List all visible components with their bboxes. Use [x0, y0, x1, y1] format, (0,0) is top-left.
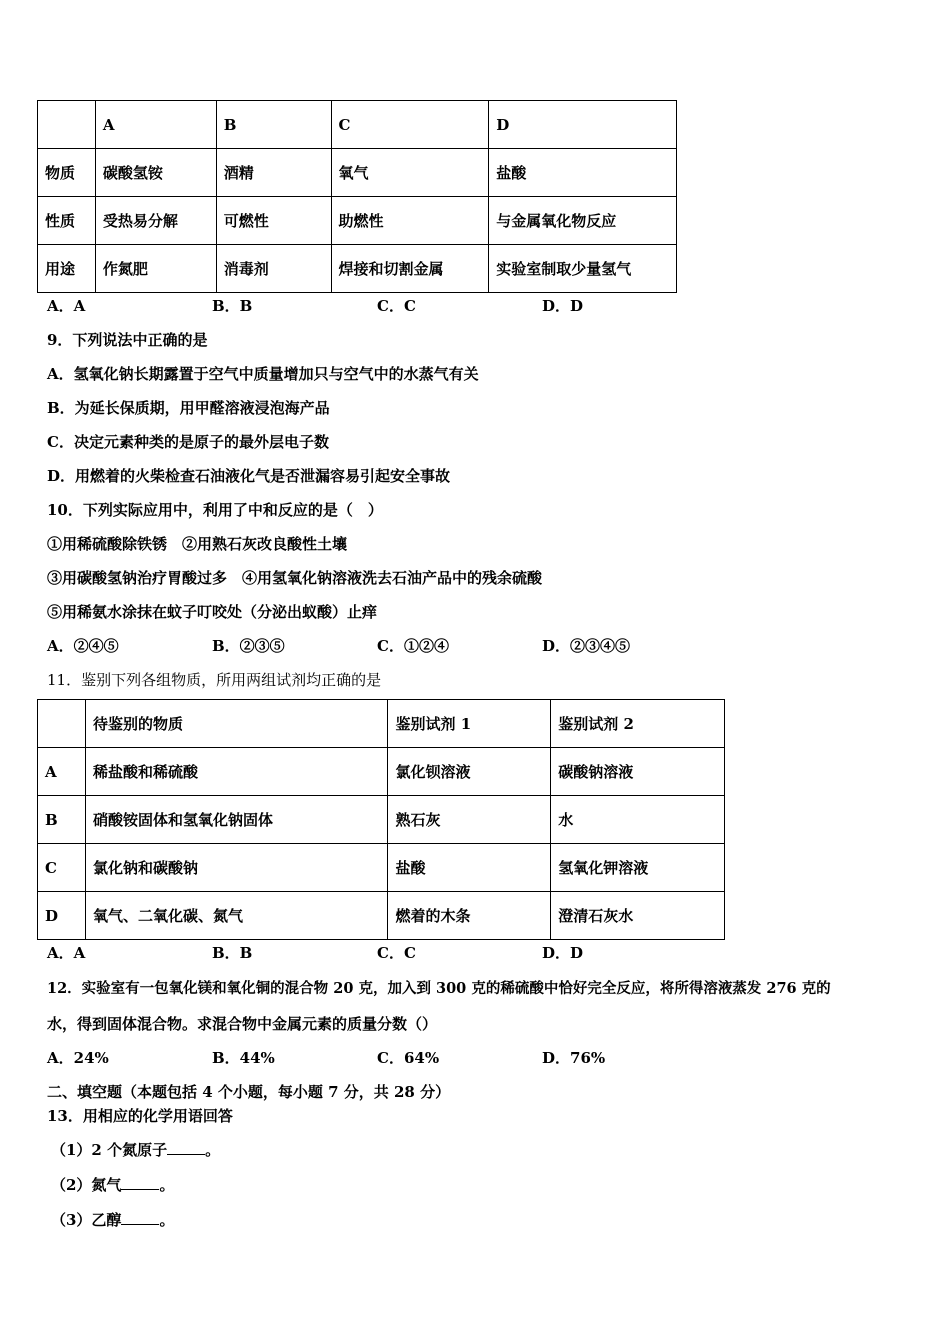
table-cell: 澄清石灰水 — [551, 892, 725, 940]
q8-option-b[interactable]: B．B — [212, 297, 253, 315]
table-row — [38, 892, 725, 940]
section-title: 二、填空题（本题包括 4 个小题，每小题 7 分，共 28 分） — [47, 1083, 451, 1101]
table-cell: 物质 — [38, 149, 96, 197]
answer-blank[interactable] — [167, 1142, 205, 1155]
q11-option-c[interactable]: C．C — [377, 944, 416, 962]
q9-choice-a[interactable]: A．氢氧化钠长期露置于空气中质量增加只与空气中的水蒸气有关 — [47, 365, 479, 383]
table-cell: D — [489, 101, 677, 149]
table-row — [38, 245, 677, 293]
table-cell: 氯化钠和碳酸钠 — [85, 844, 388, 892]
table-cell: 性质 — [38, 197, 96, 245]
table-cell: 鉴别试剂 2 — [551, 700, 725, 748]
table-cell: 碳酸氢铵 — [95, 149, 216, 197]
q11-stem: 11．鉴别下列各组物质，所用两组试剂均正确的是 — [47, 671, 382, 689]
q12-option-a[interactable]: A．24% — [47, 1049, 109, 1067]
table-cell: 作氮肥 — [95, 245, 216, 293]
q13-item-end: 。 — [159, 1211, 175, 1229]
table-cell: 消毒剂 — [216, 245, 331, 293]
answer-blank[interactable] — [121, 1212, 159, 1225]
q8-option-a[interactable]: A．A — [47, 297, 86, 315]
answer-blank[interactable] — [121, 1177, 159, 1190]
q8-option-c[interactable]: C．C — [377, 297, 416, 315]
q10-stem: 10．下列实际应用中，利用了中和反应的是（ ） — [47, 501, 383, 519]
table-cell: C — [38, 844, 86, 892]
q12-stem-line2: 水，得到固体混合物。求混合物中金属元素的质量分数（） — [47, 1015, 438, 1033]
q13-item-end: 。 — [205, 1141, 221, 1159]
table-cell: 熟石灰 — [388, 796, 551, 844]
q8-table — [37, 100, 677, 293]
q10-option-b[interactable]: B．②③⑤ — [212, 637, 285, 655]
table-cell: A — [38, 748, 86, 796]
q12-option-b[interactable]: B．44% — [212, 1049, 275, 1067]
q11-option-a[interactable]: A．A — [47, 944, 86, 962]
table-cell: 用途 — [38, 245, 96, 293]
table-cell: 受热易分解 — [95, 197, 216, 245]
q10-item: ⑤用稀氨水涂抹在蚊子叮咬处（分泌出蚁酸）止痒 — [47, 603, 378, 621]
table-cell: D — [38, 892, 86, 940]
q12-option-d[interactable]: D．76% — [542, 1049, 606, 1067]
table-cell — [38, 101, 96, 149]
table-cell: B — [216, 101, 331, 149]
q13-item-label: （2）氮气 — [51, 1176, 122, 1194]
q12-option-c[interactable]: C．64% — [377, 1049, 440, 1067]
table-cell: 实验室制取少量氢气 — [489, 245, 677, 293]
q10-item: ③用碳酸氢钠治疗胃酸过多 ④用氢氧化钠溶液洗去石油产品中的残余硫酸 — [47, 569, 543, 587]
q13-item-end: 。 — [159, 1176, 175, 1194]
q11-option-d[interactable]: D．D — [542, 944, 584, 962]
table-row — [38, 197, 677, 245]
q11-table — [37, 699, 725, 940]
table-cell: 氧气 — [331, 149, 489, 197]
q13-item-label: （1）2 个氮原子 — [51, 1141, 168, 1159]
table-cell: 燃着的木条 — [388, 892, 551, 940]
table-cell — [38, 700, 86, 748]
q11-option-b[interactable]: B．B — [212, 944, 253, 962]
table-cell: 助燃性 — [331, 197, 489, 245]
table-row — [38, 844, 725, 892]
table-cell: 可燃性 — [216, 197, 331, 245]
table-cell: 氧气、二氧化碳、氮气 — [85, 892, 388, 940]
q12-stem-line1: 12．实验室有一包氧化镁和氧化铜的混合物 20 克，加入到 300 克的稀硫酸中恰好完全反应，将所得溶液蒸发 276 克的 — [47, 980, 831, 997]
table-cell: A — [95, 101, 216, 149]
q10-option-a[interactable]: A．②④⑤ — [47, 637, 119, 655]
table-cell: 与金属氧化物反应 — [489, 197, 677, 245]
q10-option-d[interactable]: D．②③④⑤ — [542, 637, 631, 655]
table-cell: 硝酸铵固体和氢氧化钠固体 — [85, 796, 388, 844]
q9-choice-c[interactable]: C．决定元素种类的是原子的最外层电子数 — [47, 433, 329, 451]
table-row — [38, 101, 677, 149]
q13-stem: 13．用相应的化学用语回答 — [47, 1107, 233, 1125]
q13-item-1 — [51, 1139, 220, 1160]
q9-choice-b[interactable]: B．为延长保质期，用甲醛溶液浸泡海产品 — [47, 399, 330, 417]
q8-option-d[interactable]: D．D — [542, 297, 584, 315]
table-row — [38, 796, 725, 844]
table-cell: 焊接和切割金属 — [331, 245, 489, 293]
table-cell: B — [38, 796, 86, 844]
table-row — [38, 748, 725, 796]
table-cell: 待鉴别的物质 — [85, 700, 388, 748]
table-cell: C — [331, 101, 489, 149]
table-cell: 稀盐酸和稀硫酸 — [85, 748, 388, 796]
table-cell: 氯化钡溶液 — [388, 748, 551, 796]
table-cell: 盐酸 — [489, 149, 677, 197]
q13-item-3 — [51, 1209, 174, 1230]
table-cell: 盐酸 — [388, 844, 551, 892]
table-row — [38, 149, 677, 197]
q9-stem: 9．下列说法中正确的是 — [47, 331, 208, 349]
table-cell: 氢氧化钾溶液 — [551, 844, 725, 892]
table-row — [38, 700, 725, 748]
q10-option-c[interactable]: C．①②④ — [377, 637, 449, 655]
table-cell: 酒精 — [216, 149, 331, 197]
q9-choice-d[interactable]: D．用燃着的火柴检查石油液化气是否泄漏容易引起安全事故 — [47, 467, 451, 485]
q13-item-label: （3）乙醇 — [51, 1211, 122, 1229]
table-cell: 鉴别试剂 1 — [388, 700, 551, 748]
q13-item-2 — [51, 1174, 174, 1195]
table-cell: 碳酸钠溶液 — [551, 748, 725, 796]
q10-item: ①用稀硫酸除铁锈 ②用熟石灰改良酸性土壤 — [47, 535, 348, 553]
table-cell: 水 — [551, 796, 725, 844]
